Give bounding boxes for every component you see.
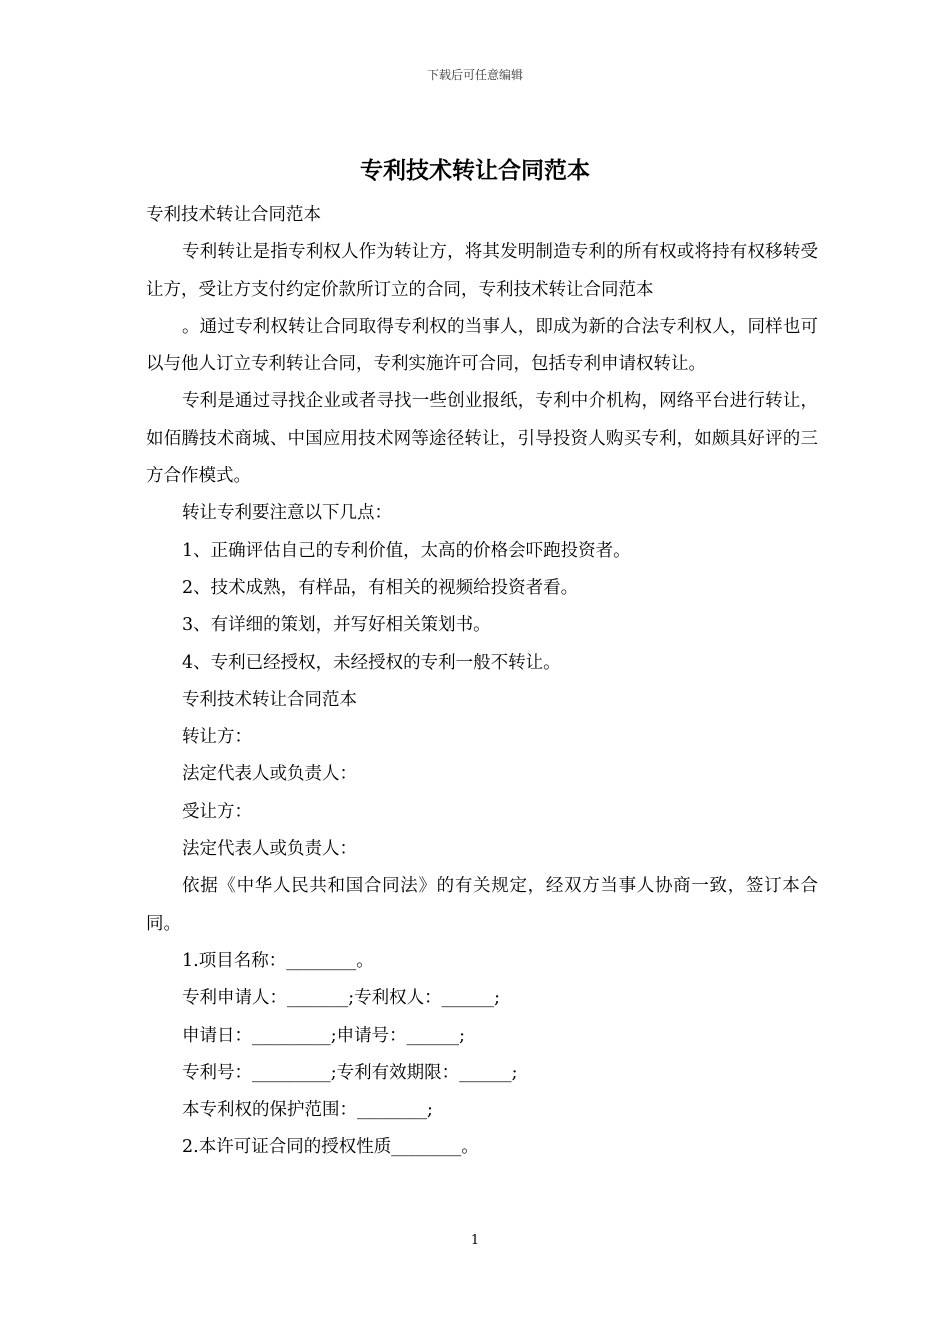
section-heading: 专利技术转让合同范本 bbox=[182, 689, 357, 710]
paragraph: 专利是通过寻找企业或者寻找一些创业报纸，专利中介机构，网络平台进行转让，如佰腾技术商城、中国应用技术网等途径转让，引导投资人购买专利，如颇具好评的三方合作模式。 bbox=[146, 391, 818, 487]
document-body bbox=[146, 197, 818, 1167]
form-line-protection-scope: 本专利权的保护范围：________; bbox=[182, 1100, 433, 1121]
list-item: 3、有详细的策划，并写好相关策划书。 bbox=[182, 615, 491, 636]
form-line-license-nature: 2.本许可证合同的授权性质________。 bbox=[182, 1137, 479, 1158]
list-item: 2、技术成熟，有样品，有相关的视频给投资者看。 bbox=[182, 577, 579, 598]
paragraph: 专利转让是指专利权人作为转让方，将其发明制造专利的所有权或将持有权移转受让方，受让方支付约定价款所订立的合同，专利技术转让合同范本 bbox=[146, 242, 818, 300]
paragraph: 转让专利要注意以下几点： bbox=[182, 503, 392, 524]
paragraph: 依据《中华人民共和国合同法》的有关规定，经双方当事人协商一致，签订本合同。 bbox=[146, 876, 818, 934]
page-header: 下载后可任意编辑 bbox=[426, 68, 523, 82]
form-line-application-date: 申请日：_________;申请号：______; bbox=[182, 1025, 466, 1046]
form-line-legal-rep: 法定代表人或负责人： bbox=[182, 839, 357, 860]
document-title: 专利技术转让合同范本 bbox=[360, 157, 590, 184]
list-item: 1、正确评估自己的专利价值，太高的价格会吓跑投资者。 bbox=[182, 540, 631, 561]
page-number: 1 bbox=[470, 1233, 480, 1248]
form-line-patent-number: 专利号：_________;专利有效期限：______; bbox=[182, 1062, 518, 1083]
form-line-transferee: 受让方： bbox=[182, 801, 252, 822]
form-line-applicant: 专利申请人：_______;专利权人：______; bbox=[182, 988, 501, 1009]
form-line-transferor: 转让方： bbox=[182, 727, 252, 748]
paragraph: 专利技术转让合同范本 bbox=[146, 205, 321, 225]
list-item: 4、专利已经授权，未经授权的专利一般不转让。 bbox=[182, 652, 561, 673]
form-line-project-name: 1.项目名称：________。 bbox=[182, 950, 374, 971]
paragraph: 。通过专利权转让合同取得专利权的当事人，即成为新的合法专利权人，同样也可以与他人订立专利转让合同，专利实施许可合同，包括专利申请权转让。 bbox=[146, 316, 818, 375]
form-line-legal-rep: 法定代表人或负责人： bbox=[182, 764, 357, 785]
